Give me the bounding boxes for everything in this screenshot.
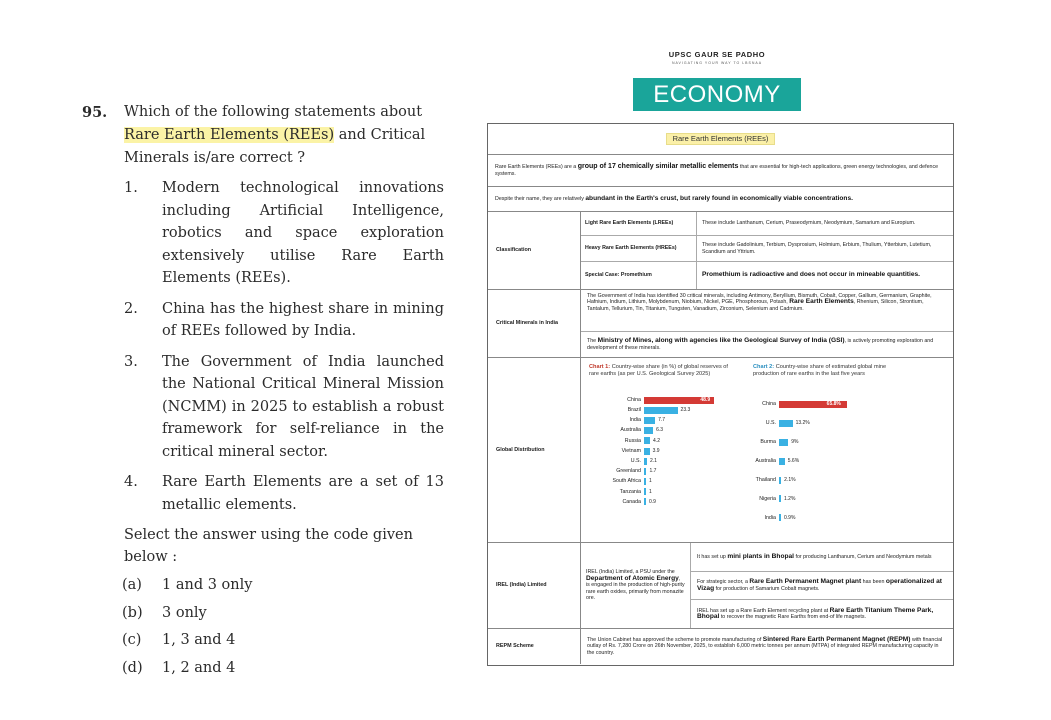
bar-row [753, 452, 903, 471]
critical-minerals-list [581, 290, 953, 332]
notes-title: Rare Earth Elements (REEs) [666, 133, 776, 145]
statement-text: The Government of India launched the National Critical Mineral Mission (NCMM) in 2025 to establish a robust framework for self-reliance in the critical mineral sector. [162, 353, 444, 460]
statement-number: 3. [124, 353, 138, 370]
statement-text: Modern technological innovations including Artificial Intelligence, robotics and space exploration extensively utilise Rare Earth Elements (REEs). [162, 180, 444, 286]
irel-r3-bold: Rare Earth Titanium Theme Park, Bhopal [697, 606, 934, 621]
bar-value-label: 3.9 [652, 447, 660, 454]
bar-row [753, 433, 903, 452]
bar-value-label: 2.1% [784, 476, 796, 483]
bar-value-label: 5.6% [787, 457, 800, 464]
irel-left-post: , is engaged in the production of high-purity rare earth oxides, primarily from monazite ore. [586, 575, 685, 602]
ministry-post: , is actively promoting exploration and development of these minerals. [587, 338, 934, 351]
irel-r3-post: to recover the magnetic Rare Earths from end-of life magnets. [719, 614, 866, 621]
chart2-title: Country-wise share of estimated global mine production of rare earths in the last five years [753, 364, 887, 377]
classification-group [488, 212, 953, 290]
bar [779, 495, 781, 502]
bar-value-label: 48.9 [700, 396, 711, 403]
lree-row [581, 212, 953, 236]
irel-r1-bold: mini plants in Bhopal [727, 552, 794, 560]
bar-row [589, 436, 739, 446]
repm-bold: Sintered Rare Earth Permanent Magnet (REPM) [762, 635, 911, 643]
statement-1 [82, 177, 444, 290]
chart1-caption [589, 364, 739, 392]
irel-r2-mid: has been [861, 579, 886, 586]
bar-category-label: Australia [755, 457, 776, 464]
irel-r2-pre: For strategic sector, a [697, 579, 750, 586]
irel-label: IREL (India) Limited [488, 543, 581, 628]
intro-pre: Rare Earth Elements (REEs) are a [495, 163, 578, 170]
critical-p1-bold: Rare Earth Elements [789, 298, 854, 306]
bar [644, 498, 646, 505]
bar [644, 407, 678, 414]
abundance-row [488, 187, 953, 212]
critical-p1-pre: The Government of India has identified 30 critical minerals, including Antimony, Beryllium, Bismuth, Cobalt, Copper, Gallium, Germanium, Graphite, Hafnium, Indium, Lithium, Molybdenum, Niobium, Nickel, PGE, Phosphorous, Potash, [587, 293, 932, 306]
question-block [82, 101, 444, 684]
bar-value-label: 1 [649, 478, 652, 485]
chart2-bars [753, 395, 903, 527]
option-list [82, 574, 444, 679]
chart2-title-lead: Chart 2: [753, 364, 775, 370]
chart2-caption [753, 364, 903, 392]
statement-number: 1. [124, 180, 138, 196]
intro-row [488, 155, 953, 187]
intro-bold: group of 17 chemically similar metallic elements [577, 162, 739, 170]
critical-minerals-group [488, 290, 953, 358]
bar [644, 437, 650, 444]
option-a[interactable] [82, 574, 444, 596]
option-text: 1, 3 and 4 [162, 632, 236, 648]
abund-pre: Despite their name, they are relatively [495, 195, 586, 202]
statement-number: 2. [124, 300, 138, 317]
bar-value-label: 6.3 [656, 427, 664, 434]
bar [644, 458, 647, 465]
chart-reserves [589, 364, 739, 527]
hree-row [581, 236, 953, 262]
notes-title-row [488, 124, 953, 155]
option-c[interactable] [82, 629, 444, 651]
ministry-pre: The [587, 338, 598, 345]
special-desc: Promethium is radioactive and does not occur in mineable quantities. [702, 271, 921, 279]
irel-recycling-row [691, 600, 953, 628]
bar-category-label: China [762, 401, 776, 408]
chart1-title-lead: Chart 1: [589, 364, 611, 370]
bar-value-label: 65.8% [826, 401, 841, 408]
bar-row [589, 405, 739, 415]
bar [644, 478, 646, 485]
distribution-label: Global Distribution [488, 358, 581, 542]
option-key: (a) [122, 577, 142, 593]
special-row [581, 262, 953, 289]
distribution-group [488, 358, 953, 543]
bar-category-label: Vietnam [621, 447, 641, 454]
critical-minerals-label: Critical Minerals in India [488, 290, 581, 357]
bar-row [589, 497, 739, 507]
bar [644, 427, 653, 434]
lree-name: Light Rare Earth Elements (LREEs) [581, 212, 697, 235]
statement-number: 4. [124, 474, 138, 490]
bar-row [753, 414, 903, 433]
bar-row [589, 487, 739, 497]
bar-category-label: Tanzania [619, 488, 641, 495]
hree-desc: These include Gadolinium, Terbium, Dysprosium, Holmium, Erbium, Thulium, Ytterbium, Lutetium, Scandium and Yttrium. [702, 242, 932, 255]
bar-row [589, 456, 739, 466]
brand-tagline: NAVIGATING YOUR WAY TO LBSNAA [671, 61, 763, 65]
bar-value-label: 9% [791, 439, 799, 446]
bar-category-label: Greenland [616, 468, 641, 475]
statement-4 [82, 471, 444, 516]
irel-group [488, 543, 953, 629]
repm-post: with financial outlay of Rs. 7,280 Crore on 26th November, 2025, to establish 6,000 metric tonnes per annum (MTPA) of integrated REPM manufacturing capacity in the country. [587, 636, 943, 656]
bar-category-label: Nigeria [759, 495, 776, 502]
ministry-bold: Ministry of Mines, along with agencies like the Geological Survey of India (GSI) [597, 337, 845, 345]
bar-category-label: Russia [624, 437, 641, 444]
statement-text: China has the highest share in mining of REEs followed by India. [162, 300, 444, 339]
bar-value-label: 1.2% [784, 495, 796, 502]
brand-name: UPSC GAUR SE PADHO [668, 50, 766, 59]
statement-list [82, 177, 444, 516]
irel-vizag-row [691, 572, 953, 601]
bar-value-label: 23.3 [680, 407, 691, 414]
irel-bhopal-row [691, 543, 953, 572]
question-number: 95. [82, 104, 108, 121]
bar-row [753, 395, 903, 414]
bar-value-label: 0.9 [649, 498, 656, 505]
bar-value-label: 4.2 [653, 437, 660, 444]
irel-r3-pre: IREL has set up a Rare Earth Element recycling plant at [697, 607, 830, 614]
bar-category-label: Burma [760, 439, 776, 446]
bar-row [589, 395, 739, 405]
option-text: 1, 2 and 4 [162, 659, 236, 676]
bar-value-label: 2.1 [650, 458, 657, 465]
chart-production [753, 364, 903, 527]
bar-row [589, 415, 739, 425]
option-key: (c) [122, 632, 142, 648]
bar-category-label: Brazil [627, 407, 641, 414]
stem-text-pre: Which of the following statements about [124, 104, 423, 120]
bar-row [753, 508, 903, 527]
bar-row [753, 471, 903, 490]
ministry-row [581, 332, 953, 357]
bar-value-label: 1 [649, 488, 652, 495]
bar [779, 477, 781, 484]
irel-r2-bold: Rare Earth Permanent Magnet plant [749, 578, 862, 586]
question-stem [82, 101, 444, 170]
bar-value-label: 13.2% [795, 420, 810, 427]
statement-text: Rare Earth Elements are a set of 13 metallic elements. [162, 474, 444, 513]
irel-details [691, 543, 953, 628]
bar-category-label: India [764, 514, 776, 521]
bar-row [589, 477, 739, 487]
brand-block [632, 50, 802, 65]
repm-text [581, 629, 953, 664]
bar [779, 439, 788, 446]
bar-value-label: 0.9% [784, 514, 796, 521]
bar [779, 514, 781, 521]
bar-category-label: Thailand [755, 476, 776, 483]
classification-label: Classification [488, 212, 581, 289]
irel-r2-post: for production of Samarium Cobalt magnets. [714, 585, 820, 592]
chart1-title: Country-wise share (in %) of global reserves of rare earths (as per U.S. Geological Survey 2025) [589, 364, 728, 377]
special-name: Special Case: Promethium [581, 262, 697, 289]
bar-row [753, 489, 903, 508]
lree-desc: These include Lanthanum, Cerium, Praseodymium, Neodymium, Samarium and Europium. [702, 220, 916, 227]
statement-3 [82, 351, 444, 464]
irel-left-bold: Department of Atomic Energy [586, 574, 679, 582]
statement-2 [82, 298, 444, 343]
bar [779, 458, 785, 465]
bar-category-label: U.S. [630, 458, 641, 465]
bar-row [589, 466, 739, 476]
bar-value-label: 1.7 [649, 468, 657, 475]
bar-category-label: Australia [620, 427, 641, 434]
intro-post: that are essential for high-tech applications, green energy technologies, and defence systems. [495, 163, 939, 177]
bar-value-label: 7.7 [658, 417, 666, 424]
irel-r1-pre: It has set up [697, 553, 728, 560]
notes-sheet [487, 123, 954, 666]
subject-banner: ECONOMY [633, 78, 801, 111]
irel-overview [581, 543, 691, 628]
critical-p1-post: , Rhenium, Silicon, Strontium, Tantalum, Tellurium, Tin, Titanium, Tungsten, Vanadium, Zirconium, Selenium and Cadmium. [587, 299, 924, 312]
irel-r1-post: for producing Lanthanum, Cerium and Neodymium metals [794, 553, 932, 560]
bar-category-label: U.S. [765, 420, 776, 427]
bar [644, 468, 646, 475]
charts-area [581, 358, 953, 531]
option-text: 3 only [162, 604, 207, 621]
repm-label: REPM Scheme [488, 629, 581, 664]
select-instruction: Select the answer using the code given below : [124, 527, 413, 565]
bar [644, 448, 650, 455]
bar [644, 488, 646, 495]
bar-category-label: China [627, 396, 641, 403]
bar-category-label: Canada [622, 498, 641, 505]
irel-left-pre: IREL (India) Limited, a PSU under the [586, 569, 675, 576]
bar-row [589, 426, 739, 436]
option-d[interactable] [82, 657, 444, 679]
bar-row [589, 446, 739, 456]
option-b[interactable] [82, 602, 444, 624]
abund-bold: abundant in the Earth's crust, but rarely found in economically viable concentrations. [585, 194, 853, 202]
option-text: 1 and 3 only [162, 577, 253, 593]
repm-pre: The Union Cabinet has approved the scheme to promote manufacturing of [587, 636, 763, 643]
option-key: (d) [122, 659, 143, 676]
bar [644, 417, 655, 424]
stem-text-post: and Critical Minerals is/are correct ? [124, 127, 426, 166]
stem-highlight: Rare Earth Elements (REEs) [124, 127, 335, 143]
bar-category-label: India [629, 417, 641, 424]
chart1-bars [589, 395, 739, 507]
hree-name: Heavy Rare Earth Elements (HREEs) [581, 236, 697, 261]
option-key: (b) [122, 604, 143, 621]
irel-r2-bold2: operationalized at Vizag [697, 578, 942, 592]
repm-group [488, 629, 953, 664]
bar [779, 420, 793, 427]
bar-category-label: South Africa [612, 478, 641, 485]
